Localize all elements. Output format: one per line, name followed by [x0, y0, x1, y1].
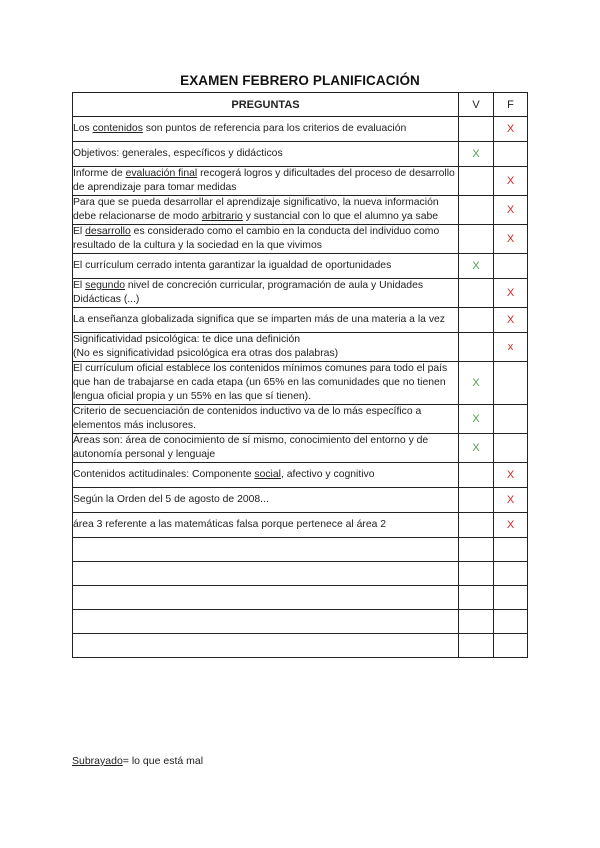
- false-mark-cell: X: [494, 463, 528, 488]
- false-mark-cell: [494, 405, 528, 434]
- true-mark-cell: [459, 488, 494, 513]
- table-row: [73, 634, 528, 658]
- underlined-error-text: arbitrario: [201, 211, 243, 222]
- false-mark-cell: X: [494, 488, 528, 513]
- table-row: [73, 117, 528, 142]
- true-mark-cell: [459, 562, 494, 586]
- table-row: [73, 167, 528, 196]
- true-mark-cell: [459, 308, 494, 333]
- question-cell: [73, 142, 459, 167]
- false-mark-cell: [494, 362, 528, 405]
- question-text: , afectivo y cognitivo: [280, 469, 375, 480]
- footnote-text: = lo que está mal: [122, 755, 204, 767]
- false-mark-cell: [494, 586, 528, 610]
- true-mark-cell: [459, 513, 494, 538]
- false-mark-cell: [494, 434, 528, 463]
- false-mark-cell: [494, 610, 528, 634]
- question-cell: [73, 308, 459, 333]
- table-row: [73, 513, 528, 538]
- true-mark-cell: [459, 225, 494, 254]
- false-mark-cell: [494, 634, 528, 658]
- question-text: Áreas son: área de conocimiento de sí mismo, conocimiento del entorno y de autonomía personal y lenguaje: [73, 435, 429, 460]
- false-mark-cell: X: [494, 167, 528, 196]
- question-cell: [73, 513, 459, 538]
- question-cell: [73, 610, 459, 634]
- true-mark-cell: [459, 167, 494, 196]
- document-title: EXAMEN FEBRERO PLANIFICACIÓN: [180, 73, 420, 88]
- false-mark-cell: X: [494, 117, 528, 142]
- table-row: [73, 333, 528, 362]
- false-mark-cell: [494, 254, 528, 279]
- question-text: Los: [73, 123, 93, 134]
- true-mark-cell: X: [459, 362, 494, 405]
- true-mark-cell: [459, 586, 494, 610]
- question-cell: [73, 562, 459, 586]
- question-cell: [73, 488, 459, 513]
- true-mark-cell: X: [459, 142, 494, 167]
- true-mark-cell: X: [459, 405, 494, 434]
- question-cell: [73, 463, 459, 488]
- false-mark-cell: [494, 142, 528, 167]
- false-mark-cell: [494, 562, 528, 586]
- column-header-questions: PREGUNTAS: [73, 93, 459, 117]
- false-mark-cell: X: [494, 196, 528, 225]
- question-text: La enseñanza globalizada significa que se imparten más de una materia a la vez: [73, 314, 445, 325]
- underlined-error-text: desarrollo: [85, 226, 131, 237]
- false-mark-cell: X: [494, 513, 528, 538]
- question-cell: [73, 362, 459, 405]
- question-text: Significatividad psicológica: te dice una definición: [73, 334, 301, 345]
- question-cell: [73, 167, 459, 196]
- question-text: El: [73, 280, 86, 291]
- question-text: son puntos de referencia para los criterios de evaluación: [142, 123, 407, 134]
- column-header-false: F: [494, 93, 528, 117]
- question-text: y sustancial con lo que el alumno ya sabe: [242, 211, 439, 222]
- table-row: [73, 610, 528, 634]
- underlined-error-text: social: [254, 469, 281, 480]
- table-row: [73, 142, 528, 167]
- underlined-error-text: evaluación final: [125, 168, 198, 179]
- table-row: [73, 308, 528, 333]
- false-mark-cell: X: [494, 279, 528, 308]
- question-text: Objetivos: generales, específicos y didácticos: [73, 148, 283, 159]
- table-row: [73, 488, 528, 513]
- question-cell: [73, 586, 459, 610]
- false-mark-cell: X: [494, 308, 528, 333]
- question-text: (No es significatividad psicológica era otras dos palabras): [73, 348, 339, 359]
- table-row: [73, 405, 528, 434]
- true-mark-cell: [459, 634, 494, 658]
- false-mark-cell: x: [494, 333, 528, 362]
- underlined-error-text: contenidos: [92, 123, 143, 134]
- true-mark-cell: [459, 117, 494, 142]
- question-text: El currículum cerrado intenta garantizar la igualdad de oportunidades: [73, 260, 392, 271]
- table-row: [73, 434, 528, 463]
- table-header-row: [73, 93, 528, 117]
- table-row: [73, 586, 528, 610]
- false-mark-cell: [494, 538, 528, 562]
- question-cell: [73, 333, 459, 362]
- question-cell: [73, 225, 459, 254]
- true-mark-cell: [459, 196, 494, 225]
- question-cell: [73, 117, 459, 142]
- table-row: [73, 362, 528, 405]
- table-body: [73, 117, 528, 658]
- table-row: [73, 196, 528, 225]
- table-row: [73, 225, 528, 254]
- question-text: Según la Orden del 5 de agosto de 2008...: [73, 494, 269, 505]
- true-mark-cell: X: [459, 434, 494, 463]
- column-header-true: V: [459, 93, 494, 117]
- footnote-underlined: Subrayado: [72, 755, 123, 767]
- true-mark-cell: [459, 333, 494, 362]
- question-text: Para que se pueda desarrollar el aprendizaje significativo, la nueva información debe relacionarse de modo: [73, 197, 439, 222]
- true-mark-cell: [459, 610, 494, 634]
- true-mark-cell: [459, 538, 494, 562]
- true-mark-cell: [459, 279, 494, 308]
- table-row: [73, 279, 528, 308]
- question-text: Informe de: [73, 168, 126, 179]
- question-cell: [73, 434, 459, 463]
- question-text: El currículum oficial establece los contenidos mínimos comunes para todo el país que han de trabajarse en cada etapa (un 65% en las comunidades que no tienen lengua oficial propia y un 55% en las que sí tienen).: [73, 363, 448, 402]
- underlined-error-text: segundo: [85, 280, 126, 291]
- table-row: [73, 538, 528, 562]
- false-mark-cell: X: [494, 225, 528, 254]
- true-mark-cell: X: [459, 254, 494, 279]
- footnote: [72, 755, 203, 767]
- question-cell: [73, 405, 459, 434]
- question-text: área 3 referente a las matemáticas falsa porque pertenece al área 2: [73, 519, 387, 530]
- question-text: Criterio de secuenciación de contenidos inductivo va de lo más específico a elementos más inclusores.: [73, 406, 422, 431]
- question-text: El: [73, 226, 86, 237]
- table-row: [73, 463, 528, 488]
- table-row: [73, 254, 528, 279]
- exam-table: [72, 92, 528, 658]
- question-cell: [73, 254, 459, 279]
- true-mark-cell: [459, 463, 494, 488]
- question-cell: [73, 279, 459, 308]
- question-cell: [73, 634, 459, 658]
- table-row: [73, 562, 528, 586]
- question-text: nivel de concreción curricular, programación de aula y Unidades Didácticas (...): [73, 280, 424, 305]
- question-cell: [73, 196, 459, 225]
- question-cell: [73, 538, 459, 562]
- question-text: Contenidos actitudinales: Componente: [73, 469, 255, 480]
- question-text: recogerá logros y dificultades del proceso de desarrollo de aprendizaje para tomar medidas: [73, 168, 455, 193]
- question-text: es considerado como el cambio en la conducta del individuo como resultado de la cultura y la sociedad en la que vivimos: [73, 226, 440, 251]
